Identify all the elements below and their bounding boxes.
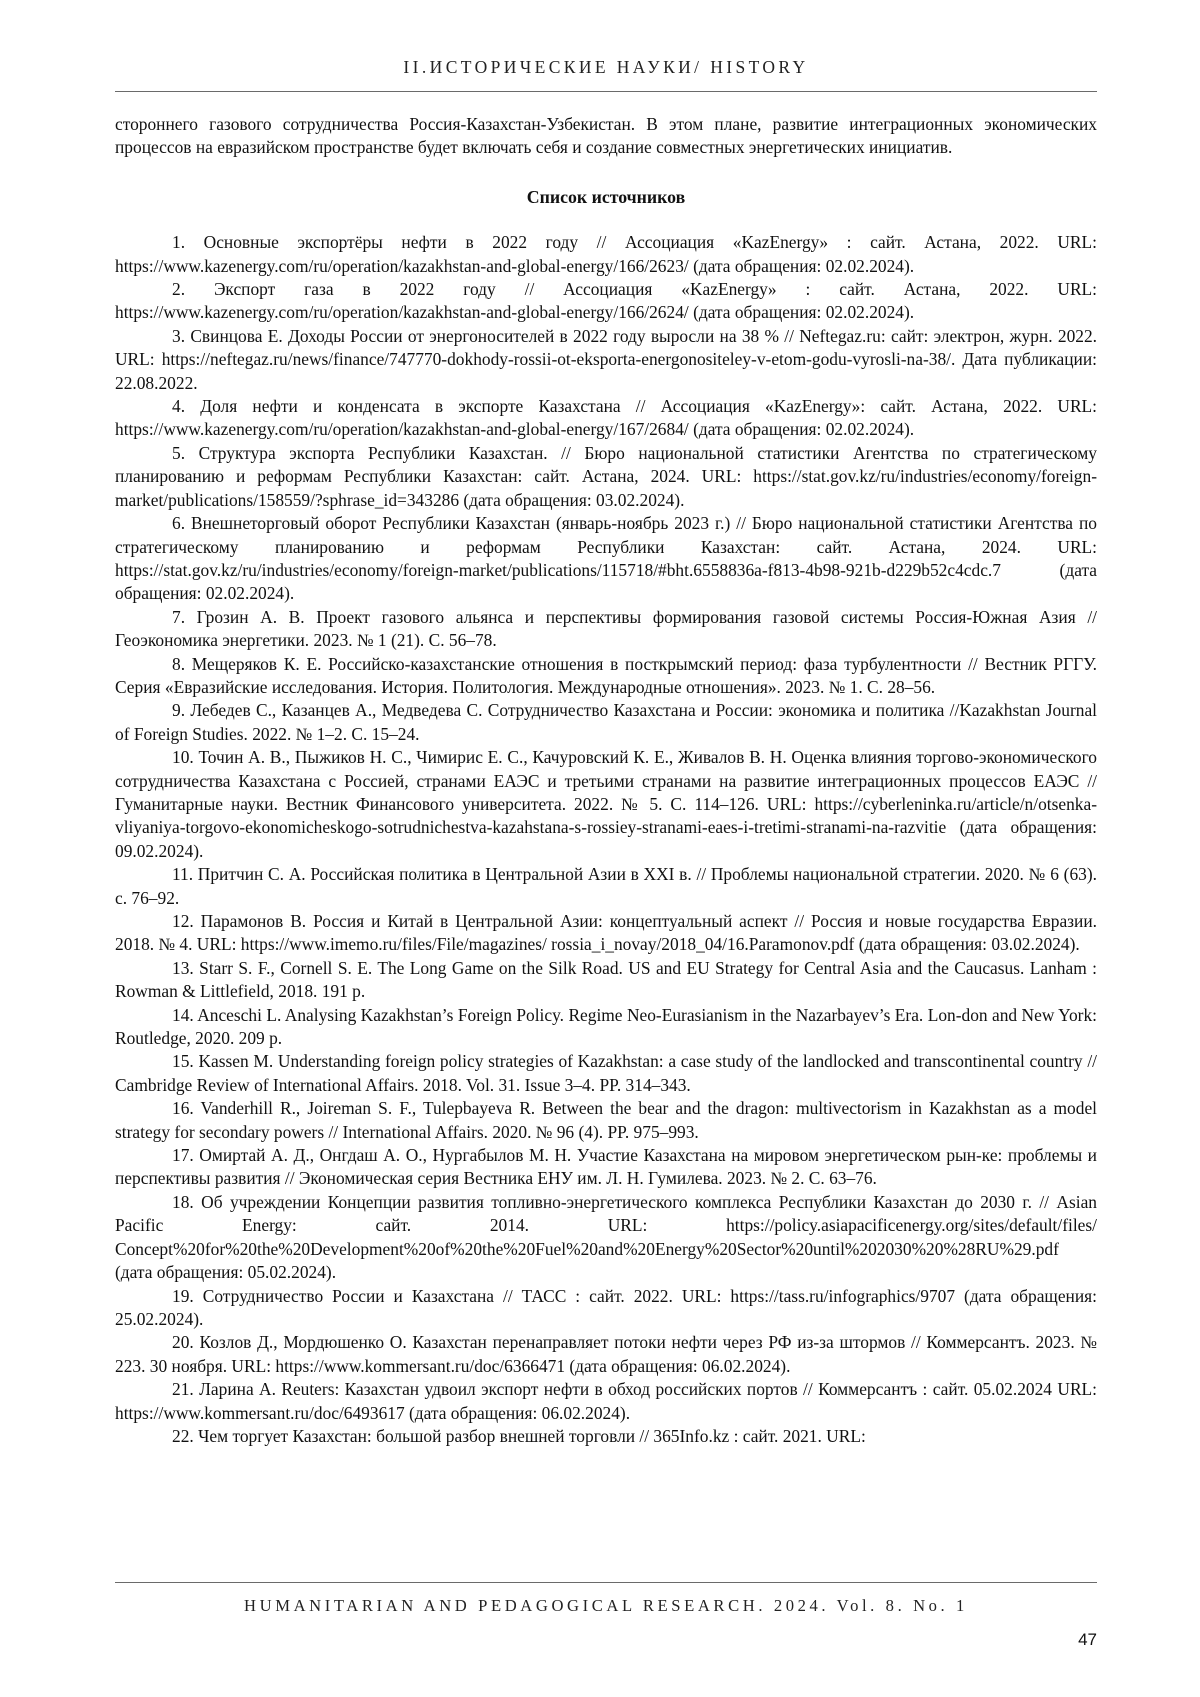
footer-divider: [115, 1582, 1097, 1583]
reference-item: 14. Anceschi L. Analysing Kazakhstan’s Foreign Policy. Regime Neo-Eurasianism in the Nazarbayev’s Era. Lon-don and New York: Routledge, 2020. 209 p.: [115, 1004, 1097, 1051]
reference-item: 16. Vanderhill R., Joireman S. F., Tulepbayeva R. Between the bear and the dragon: multivectorism in Kazakhstan as a model strategy for secondary powers // International Affairs. 2020. № 96 (4). PP. 975–993.: [115, 1097, 1097, 1144]
reference-item: 21. Ларина А. Reuters: Казахстан удвоил экспорт нефти в обход российских портов // Коммерсантъ : сайт. 05.02.2024 URL: https://www.kommersant.ru/doc/6493617 (дата обращения: 06.02.2024).: [115, 1378, 1097, 1425]
page-number: 47: [1078, 1630, 1097, 1650]
reference-item: 10. Точин А. В., Пыжиков Н. С., Чимирис Е. С., Качуровский К. Е., Живалов В. Н. Оценка влияния торгово-экономического сотрудничества Казахстана с Россией, странами ЕАЭС и третьими странами на развитие интеграционных процессов ЕАЭС // Гуманитарные науки. Вестник Финансового университета. 2022. № 5. С. 114–126. URL: https://cyberleninka.ru/article/n/otsenka-vliyaniya-torgovo-ekonomicheskogo-sotrudnichestva-kazahstana-s-rossiey-stranami-eaes-i-tretimi-stranami-na-razvitie (дата обращения: 09.02.2024).: [115, 746, 1097, 863]
reference-item: 17. Омиртай А. Д., Онгдаш А. О., Нургабылов М. Н. Участие Казахстана на мировом энергетическом рын-ке: проблемы и перспективы развития // Экономическая серия Вестника ЕНУ им. Л. Н. Гумилева. 2023. № 2. С. 63–76.: [115, 1144, 1097, 1191]
reference-item: 1. Основные экспортёры нефти в 2022 году // Ассоциация «KazEnergy» : сайт. Астана, 2022. URL: https://www.kazenergy.com/ru/operation/kazakhstan-and-global-energy/166/2623/ (дата обращения: 02.02.2024).: [115, 231, 1097, 278]
reference-item: 11. Притчин С. А. Российская политика в Центральной Азии в XXI в. // Проблемы национальной стратегии. 2020. № 6 (63). с. 76–92.: [115, 863, 1097, 910]
reference-item: 20. Козлов Д., Мордюшенко О. Казахстан перенаправляет потоки нефти через РФ из-за штормов // Коммерсантъ. 2023. № 223. 30 ноября. URL: https://www.kommersant.ru/doc/6366471 (дата обращения: 06.02.2024).: [115, 1331, 1097, 1378]
reference-item: 5. Структура экспорта Республики Казахстан. // Бюро национальной статистики Агентства по стратегическому планированию и реформам Республики Казахстан: сайт. Астана, 2024. URL: https://stat.gov.kz/ru/industries/economy/foreign-market/publications/158559/?sphrase_id=343286 (дата обращения: 03.02.2024).: [115, 442, 1097, 512]
reference-item: 7. Грозин А. В. Проект газового альянса и перспективы формирования газовой системы Россия-Южная Азия // Геоэкономика энергетики. 2023. № 1 (21). С. 56–78.: [115, 606, 1097, 653]
reference-item: 15. Kassen M. Understanding foreign policy strategies of Kazakhstan: a case study of the landlocked and transcontinental country // Cambridge Review of International Affairs. 2018. Vol. 31. Issue 3–4. PP. 314–343.: [115, 1050, 1097, 1097]
reference-item: 9. Лебедев С., Казанцев А., Медведева С. Сотрудничество Казахстана и России: экономика и политика //Kazakhstan Journal of Foreign Studies. 2022. № 1–2. С. 15–24.: [115, 699, 1097, 746]
reference-item: 12. Парамонов В. Россия и Китай в Центральной Азии: концептуальный аспект // Россия и новые государства Евразии. 2018. № 4. URL: https://www.imemo.ru/files/File/magazines/ rossia_i_novay/2018_04/16.Paramonov.pdf (дата обращения: 03.02.2024).: [115, 910, 1097, 957]
page-body: [115, 113, 1097, 1448]
reference-item: 13. Starr S. F., Cornell S. E. The Long Game on the Silk Road. US and EU Strategy for Central Asia and the Caucasus. Lanham : Rowman & Littlefield, 2018. 191 p.: [115, 957, 1097, 1004]
references-heading: Список источников: [115, 186, 1097, 209]
reference-item: 2. Экспорт газа в 2022 году // Ассоциация «KazEnergy» : сайт. Астана, 2022. URL: https://www.kazenergy.com/ru/operation/kazakhstan-and-global-energy/166/2624/ (дата обращения: 02.02.2024).: [115, 278, 1097, 325]
intro-paragraph: стороннего газового сотрудничества Россия-Казахстан-Узбекистан. В этом плане, развитие интеграционных экономических процессов на евразийском пространстве будет включать себя и создание совместных энергетических инициатив.: [115, 113, 1097, 160]
reference-list: [115, 231, 1097, 1448]
running-header: II.ИСТОРИЧЕСКИЕ НАУКИ/ HISTORY: [115, 57, 1097, 78]
reference-item: 6. Внешнеторговый оборот Республики Казахстан (январь-ноябрь 2023 г.) // Бюро национальной статистики Агентства по стратегическому планированию и реформам Республики Казахстан: сайт. Астана, 2024. URL: https://stat.gov.kz/ru/industries/economy/foreign-market/publications/115718/#bht.6558836a-f813-4b98-921b-d229b52c4cdc.7 (дата обращения: 02.02.2024).: [115, 512, 1097, 606]
reference-item: 18. Об учреждении Концепции развития топливно-энергетического комплекса Республики Казахстан до 2030 г. // Asian Pacific Energy: сайт. 2014. URL: https://policy.asiapacificenergy.org/sites/default/files/ Concept%20for%20the%20Development%20of%20the%20Fuel%20and%20Energy%20Sector%20until%202030%20%28RU%29.pdf (дата обращения: 05.02.2024).: [115, 1191, 1097, 1285]
reference-item: 3. Свинцова Е. Доходы России от энергоносителей в 2022 году выросли на 38 % // Neftegaz.ru: сайт: электрон, журн. 2022. URL: https://neftegaz.ru/news/finance/747770-dokhody-rossii-ot-eksporta-energonositeley-v-etom-godu-vyrosli-na-38/. Дата публикации: 22.08.2022.: [115, 325, 1097, 395]
reference-item: 8. Мещеряков К. Е. Российско-казахстанские отношения в посткрымский период: фаза турбулентности // Вестник РГГУ. Серия «Евразийские исследования. История. Политология. Международные отношения». 2023. № 1. С. 28–56.: [115, 653, 1097, 700]
journal-footer: HUMANITARIAN AND PEDAGOGICAL RESEARCH. 2024. Vol. 8. No. 1: [115, 1596, 1097, 1616]
reference-item: 4. Доля нефти и конденсата в экспорте Казахстана // Ассоциация «KazEnergy»: сайт. Астана, 2022. URL: https://www.kazenergy.com/ru/operation/kazakhstan-and-global-energy/167/2684/ (дата обращения: 02.02.2024).: [115, 395, 1097, 442]
reference-item: 19. Сотрудничество России и Казахстана // ТАСС : сайт. 2022. URL: https://tass.ru/infographics/9707 (дата обращения: 25.02.2024).: [115, 1285, 1097, 1332]
header-divider: [115, 91, 1097, 92]
reference-item: 22. Чем торгует Казахстан: большой разбор внешней торговли // 365Info.kz : сайт. 2021. URL:: [115, 1425, 1097, 1448]
